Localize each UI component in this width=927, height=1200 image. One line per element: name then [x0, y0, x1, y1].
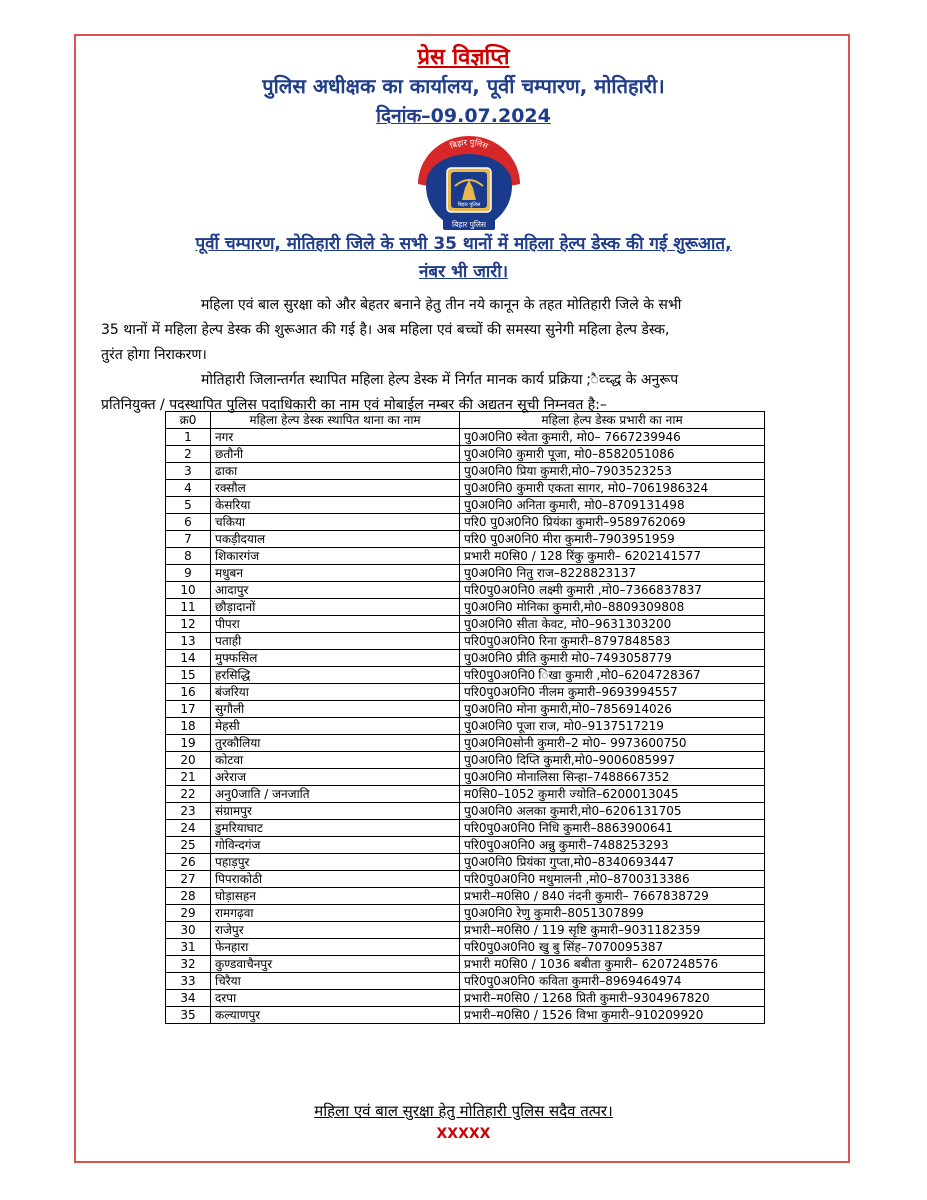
serial-cell: 30	[166, 922, 211, 939]
officer-cell: परि0पु0अ0नि0 खु बु सिंह–7070095387	[460, 939, 765, 956]
serial-cell: 18	[166, 718, 211, 735]
serial-cell: 21	[166, 769, 211, 786]
station-cell: नगर	[211, 429, 460, 446]
table-row	[166, 531, 765, 548]
station-cell: राजेपुर	[211, 922, 460, 939]
table-row	[166, 514, 765, 531]
station-cell: रामगढ़वा	[211, 905, 460, 922]
bihar-police-emblem-icon	[410, 134, 528, 234]
station-cell: अनु0जाति / जनजाति	[211, 786, 460, 803]
officer-cell: पु0अ0नि0 नितु राज–8228823137	[460, 565, 765, 582]
table-row	[166, 480, 765, 497]
serial-cell: 16	[166, 684, 211, 701]
serial-cell: 11	[166, 599, 211, 616]
serial-cell: 15	[166, 667, 211, 684]
serial-cell: 32	[166, 956, 211, 973]
serial-cell: 29	[166, 905, 211, 922]
table-row	[166, 633, 765, 650]
serial-cell: 10	[166, 582, 211, 599]
table-row	[166, 497, 765, 514]
svg-text:बिहार पुलिस: बिहार पुलिस	[452, 220, 486, 229]
officer-cell: परि0पु0अ0नि0 निधि कुमारी–8863900641	[460, 820, 765, 837]
officer-cell: प्रभारी म0सि0 / 128 रिंकु कुमारी– 6202141577	[460, 548, 765, 565]
serial-cell: 22	[166, 786, 211, 803]
officer-cell: प्रभारी–म0सि0 / 1526 विभा कुमारी–910209920	[460, 1007, 765, 1024]
officer-cell: पु0अ0नि0 कुमारी पूजा, मो0–8582051086	[460, 446, 765, 463]
serial-cell: 25	[166, 837, 211, 854]
table-row	[166, 599, 765, 616]
table-row	[166, 803, 765, 820]
serial-cell: 12	[166, 616, 211, 633]
station-cell: आदापुर	[211, 582, 460, 599]
serial-cell: 26	[166, 854, 211, 871]
headline-line-2: नंबर भी जारी।	[418, 262, 509, 282]
officer-cell: परि0पु0अ0नि0 रिना कुमारी–8797848583	[460, 633, 765, 650]
table-row	[166, 701, 765, 718]
station-cell: मेहसी	[211, 718, 460, 735]
station-cell: केसरिया	[211, 497, 460, 514]
col-officer-header: महिला हेल्प डेस्क प्रभारी का नाम	[460, 412, 765, 429]
serial-cell: 19	[166, 735, 211, 752]
serial-cell: 14	[166, 650, 211, 667]
table-row	[166, 769, 765, 786]
table-row	[166, 565, 765, 582]
table-body	[166, 429, 765, 1024]
station-cell: मुफ्फसिल	[211, 650, 460, 667]
officer-cell: प्रभारी–म0सि0 / 119 सृष्टि कुमारी–9031182359	[460, 922, 765, 939]
serial-cell: 33	[166, 973, 211, 990]
station-cell: कोटवा	[211, 752, 460, 769]
table-row	[166, 616, 765, 633]
svg-text:बिहार पुलिस: बिहार पुलिस	[457, 202, 481, 208]
table-row	[166, 735, 765, 752]
table-row	[166, 871, 765, 888]
officer-cell: पु0अ0नि0 मोना कुमारी,मो0–7856914026	[460, 701, 765, 718]
officer-cell: पु0अ0नि0 अनिता कुमारी, मो0–8709131498	[460, 497, 765, 514]
table-row	[166, 684, 765, 701]
intro-paragraph: महिला एवं बाल सुरक्षा को और बेहतर बनाने हेतु तीन नये कानून के तहत मोतिहारी जिले के सभी 35 थानों में महिला हेल्प डेस्क की शुरूआत की गई है। अब महिला एवं बच्चों की समस्या सुनेगी महिला हेल्प डेस्क, तुरंत होगा निराकरण।	[101, 297, 682, 363]
officer-cell: पु0अ0नि0 सीता केवट, मो0–9631303200	[460, 616, 765, 633]
footer-slogan: महिला एवं बाल सुरक्षा हेतु मोतिहारी पुलिस सदैव तत्पर।	[314, 1102, 613, 1120]
officer-cell: पु0अ0नि0 मोनिका कुमारी,मो0–8809309808	[460, 599, 765, 616]
station-cell: शिकारगंज	[211, 548, 460, 565]
col-serial-header: क्र0	[166, 412, 211, 429]
table-row	[166, 956, 765, 973]
office-name: पुलिस अधीक्षक का कार्यालय, पूर्वी चम्पारण, मोतिहारी।	[262, 74, 665, 98]
table-row	[166, 973, 765, 990]
station-cell: डुमरियाघाट	[211, 820, 460, 837]
officer-cell: परि0पु0अ0नि0 नीलम कुमारी–9693994557	[460, 684, 765, 701]
table-row	[166, 650, 765, 667]
table-row	[166, 990, 765, 1007]
officer-cell: प्रभारी–म0सि0 / 1268 प्रिती कुमारी–9304967820	[460, 990, 765, 1007]
station-cell: फेनहारा	[211, 939, 460, 956]
station-cell: दरपा	[211, 990, 460, 1007]
serial-cell: 7	[166, 531, 211, 548]
station-cell: मधुबन	[211, 565, 460, 582]
officer-cell: परि0 पु0अ0नि0 प्रियंका कुमारी–9589762069	[460, 514, 765, 531]
officer-cell: परि0 पु0अ0नि0 मीरा कुमारी–7903951959	[460, 531, 765, 548]
officer-cell: परि0पु0अ0नि0 िखा कुमारी ,मो0–6204728367	[460, 667, 765, 684]
table-row	[166, 429, 765, 446]
end-mark: XXXXX	[436, 1126, 491, 1142]
station-cell: रक्सौल	[211, 480, 460, 497]
officer-cell: पु0अ0नि0 अलका कुमारी,मो0–6206131705	[460, 803, 765, 820]
table-row	[166, 718, 765, 735]
serial-cell: 31	[166, 939, 211, 956]
table-row	[166, 446, 765, 463]
serial-cell: 20	[166, 752, 211, 769]
table-row	[166, 854, 765, 871]
station-cell: चकिया	[211, 514, 460, 531]
officer-cell: परि0पु0अ0नि0 कविता कुमारी–8969464974	[460, 973, 765, 990]
release-date: दिनांक–09.07.2024	[376, 105, 551, 127]
help-desk-table	[165, 411, 765, 1024]
station-cell: हरसिद्धि	[211, 667, 460, 684]
serial-cell: 13	[166, 633, 211, 650]
table-row	[166, 463, 765, 480]
table-row	[166, 786, 765, 803]
station-cell: गोविन्दगंज	[211, 837, 460, 854]
officer-cell: पु0अ0नि0 दिप्ति कुमारी,मो0–9006085997	[460, 752, 765, 769]
station-cell: बंजरिया	[211, 684, 460, 701]
officer-cell: परि0पु0अ0नि0 मधुमालनी ,मो0–8700313386	[460, 871, 765, 888]
serial-cell: 1	[166, 429, 211, 446]
serial-cell: 2	[166, 446, 211, 463]
serial-cell: 24	[166, 820, 211, 837]
table-header-row	[166, 412, 765, 429]
station-cell: पकड़ीदयाल	[211, 531, 460, 548]
officer-cell: पु0अ0नि0 प्रियंका गुप्ता,मो0–8340693447	[460, 854, 765, 871]
station-cell: छौड़ादानों	[211, 599, 460, 616]
station-cell: कल्याणपुर	[211, 1007, 460, 1024]
table-row	[166, 582, 765, 599]
col-station-header: महिला हेल्प डेस्क स्थापित थाना का नाम	[211, 412, 460, 429]
table-row	[166, 667, 765, 684]
serial-cell: 8	[166, 548, 211, 565]
table-row	[166, 548, 765, 565]
officer-cell: पु0अ0नि0 पूजा राज, मो0–9137517219	[460, 718, 765, 735]
table-row	[166, 939, 765, 956]
station-cell: पीपरा	[211, 616, 460, 633]
serial-cell: 17	[166, 701, 211, 718]
station-cell: अरेराज	[211, 769, 460, 786]
table-row	[166, 888, 765, 905]
station-cell: सुगौली	[211, 701, 460, 718]
station-cell: कुण्डवाचैनपुर	[211, 956, 460, 973]
press-release-title: प्रेस विज्ञप्ति	[417, 45, 510, 70]
serial-cell: 6	[166, 514, 211, 531]
serial-cell: 9	[166, 565, 211, 582]
table-row	[166, 837, 765, 854]
station-cell: पहाड़पुर	[211, 854, 460, 871]
officer-cell: परि0पु0अ0नि0 अन्नु कुमारी–7488253293	[460, 837, 765, 854]
officer-cell: पु0अ0नि0 प्रिया कुमारी,मो0–7903523253	[460, 463, 765, 480]
serial-cell: 23	[166, 803, 211, 820]
officer-cell: पु0अ0नि0 स्वेता कुमारी, मो0– 7667239946	[460, 429, 765, 446]
officer-cell: प्रभारी–म0सि0 / 840 नंदनी कुमारी– 7667838729	[460, 888, 765, 905]
station-cell: तुरकौलिया	[211, 735, 460, 752]
table-row	[166, 820, 765, 837]
headline-line-1: पूर्वी चम्पारण, मोतिहारी जिले के सभी 35 थानों में महिला हेल्प डेस्क की गई शुरूआत,	[195, 234, 732, 254]
list-intro-paragraph: मोतिहारी जिलान्तर्गत स्थापित महिला हेल्प डेस्क में निर्गत मानक कार्य प्रक्रिया ;ैव्च्द्ध के अनुरूप प्रतिनियुक्त / पदस्थापित पुलिस पदाधिकारी का नाम एवं मोबाईल नम्बर की अद्यतन सूची निम्नवत है:–	[101, 372, 679, 413]
table-row	[166, 1007, 765, 1024]
serial-cell: 27	[166, 871, 211, 888]
officer-cell: पु0अ0नि0सोनी कुमारी–2 मो0– 9973600750	[460, 735, 765, 752]
station-cell: पिपराकोठी	[211, 871, 460, 888]
officer-cell: प्रभारी म0सि0 / 1036 बबीता कुमारी– 6207248576	[460, 956, 765, 973]
serial-cell: 3	[166, 463, 211, 480]
station-cell: घोड़ासहन	[211, 888, 460, 905]
officer-cell: पु0अ0नि0 कुमारी एकता सागर, मो0–7061986324	[460, 480, 765, 497]
table-row	[166, 922, 765, 939]
serial-cell: 34	[166, 990, 211, 1007]
station-cell: छतौनी	[211, 446, 460, 463]
serial-cell: 35	[166, 1007, 211, 1024]
station-cell: चिरैया	[211, 973, 460, 990]
serial-cell: 5	[166, 497, 211, 514]
station-cell: ढाका	[211, 463, 460, 480]
officer-cell: पु0अ0नि0 मोनालिसा सिन्हा–7488667352	[460, 769, 765, 786]
station-cell: संग्रामपुर	[211, 803, 460, 820]
officer-cell: परि0पु0अ0नि0 लक्ष्मी कुमारी ,मो0–7366837837	[460, 582, 765, 599]
officer-cell: पु0अ0नि0 रेणु कुमारी–8051307899	[460, 905, 765, 922]
table-row	[166, 905, 765, 922]
officer-cell: म0सि0–1052 कुमारी ज्योति–6200013045	[460, 786, 765, 803]
serial-cell: 28	[166, 888, 211, 905]
table-row	[166, 752, 765, 769]
serial-cell: 4	[166, 480, 211, 497]
svg-text:बिहार पुलिस: बिहार पुलिस	[448, 137, 490, 151]
officer-cell: पु0अ0नि0 प्रीति कुमारी मो0–7493058779	[460, 650, 765, 667]
station-cell: पताही	[211, 633, 460, 650]
